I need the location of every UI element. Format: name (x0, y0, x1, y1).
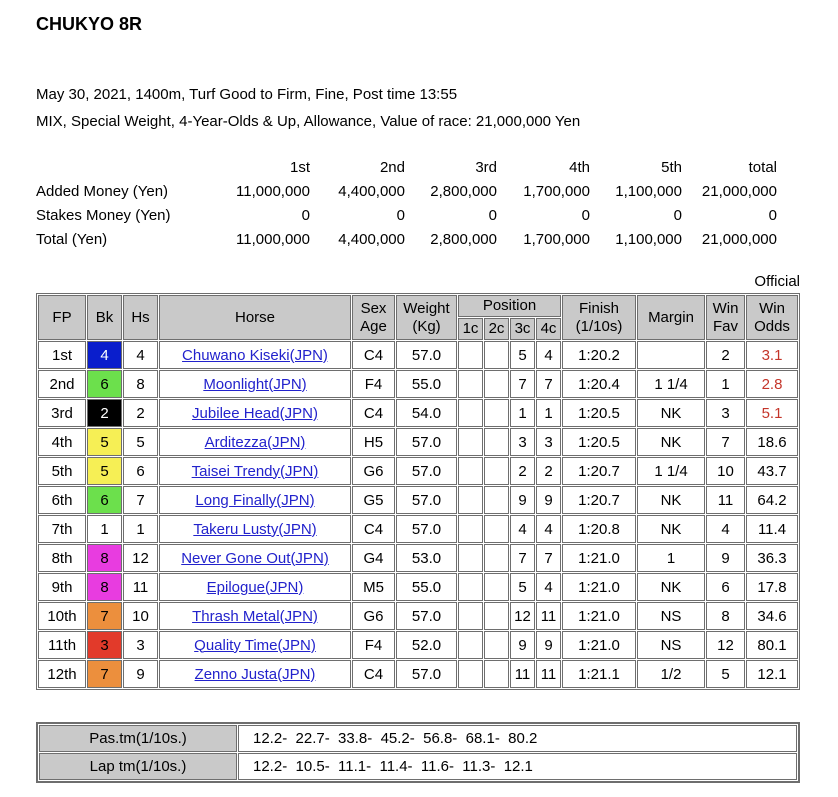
weight-cell: 57.0 (396, 457, 457, 485)
fp-cell: 11th (38, 631, 86, 659)
fp-cell: 12th (38, 660, 86, 688)
position-2c-cell (484, 341, 509, 369)
time-row-values: 12.2- 10.5- 11.1- 11.4- 11.6- 11.3- 12.1 (238, 753, 797, 780)
margin-cell (637, 341, 705, 369)
position-4c-cell: 9 (536, 486, 561, 514)
fp-cell: 6th (38, 486, 86, 514)
win-odds-cell: 36.3 (746, 544, 798, 572)
col-header-sex-age: Sex Age (352, 295, 395, 340)
result-row (38, 660, 798, 688)
horse-number-cell: 10 (123, 602, 158, 630)
finish-time-cell: 1:21.1 (562, 660, 636, 688)
horse-number-cell: 3 (123, 631, 158, 659)
result-row (38, 399, 798, 427)
position-3c-cell: 5 (510, 341, 535, 369)
position-2c-cell (484, 631, 509, 659)
sex-age-cell: C4 (352, 341, 395, 369)
position-2c-cell (484, 660, 509, 688)
horse-cell (159, 341, 351, 369)
money-value-4th: 1,700,000 (523, 182, 590, 200)
time-row (39, 753, 797, 780)
margin-cell: NK (637, 486, 705, 514)
position-1c-cell (458, 573, 483, 601)
fp-cell: 2nd (38, 370, 86, 398)
win-fav-cell: 5 (706, 660, 745, 688)
position-3c-cell: 1 (510, 399, 535, 427)
money-col-2nd: 2nd (379, 158, 405, 176)
finish-time-cell: 1:21.0 (562, 544, 636, 572)
result-header-row-1 (38, 295, 798, 317)
money-row (36, 227, 777, 251)
horse-link[interactable]: Taisei Trendy(JPN) (191, 462, 319, 480)
horse-number-cell: 9 (123, 660, 158, 688)
sex-age-cell: C4 (352, 660, 395, 688)
money-col-5th: 5th (661, 158, 682, 176)
horse-link[interactable]: Jubilee Head(JPN) (192, 404, 318, 422)
money-value-3rd: 2,800,000 (430, 182, 497, 200)
position-3c-cell: 11 (510, 660, 535, 688)
finish-time-cell: 1:20.8 (562, 515, 636, 543)
horse-number-cell: 1 (123, 515, 158, 543)
bracket-badge: 3 (87, 631, 122, 659)
horse-link[interactable]: Quality Time(JPN) (194, 636, 316, 654)
horse-number-cell: 5 (123, 428, 158, 456)
race-conditions-line1: May 30, 2021, 1400m, Turf Good to Firm, Fine, Post time 13:55 (36, 86, 458, 103)
horse-link[interactable]: Zenno Justa(JPN) (194, 665, 316, 683)
win-fav-cell: 12 (706, 631, 745, 659)
weight-cell: 57.0 (396, 341, 457, 369)
finish-time-cell: 1:20.5 (562, 428, 636, 456)
position-3c-cell: 7 (510, 544, 535, 572)
money-col-1st: 1st (289, 158, 310, 176)
money-col-total: total (748, 158, 777, 176)
margin-cell: 1 1/4 (637, 457, 705, 485)
horse-number-cell: 8 (123, 370, 158, 398)
win-odds-cell: 2.8 (746, 370, 798, 398)
margin-cell: NS (637, 602, 705, 630)
bracket-badge: 8 (87, 544, 122, 572)
win-odds-cell: 34.6 (746, 602, 798, 630)
weight-cell: 57.0 (396, 515, 457, 543)
position-3c-cell: 9 (510, 631, 535, 659)
win-odds-cell: 12.1 (746, 660, 798, 688)
col-header-horse-number: Hs (123, 295, 158, 340)
position-3c-cell: 7 (510, 370, 535, 398)
horse-cell (159, 602, 351, 630)
win-fav-cell: 6 (706, 573, 745, 601)
sex-age-cell: C4 (352, 399, 395, 427)
col-header-position: Position (458, 295, 561, 317)
money-value-1st: 11,000,000 (236, 230, 310, 248)
position-3c-cell: 12 (510, 602, 535, 630)
bracket-badge: 1 (87, 515, 122, 543)
time-row-values: 12.2- 22.7- 33.8- 45.2- 56.8- 68.1- 80.2 (238, 725, 797, 752)
horse-cell (159, 399, 351, 427)
win-odds-cell: 18.6 (746, 428, 798, 456)
finish-time-cell: 1:21.0 (562, 631, 636, 659)
position-4c-cell: 2 (536, 457, 561, 485)
money-value-5th: 1,100,000 (615, 230, 682, 248)
bracket-badge: 7 (87, 602, 122, 630)
bracket-badge: 6 (87, 370, 122, 398)
col-header-win-odds: Win Odds (746, 295, 798, 340)
col-header-fp: FP (38, 295, 86, 340)
horse-link[interactable]: Arditezza(JPN) (204, 433, 306, 451)
money-row-label: Added Money (Yen) (36, 182, 169, 200)
sex-age-cell: G6 (352, 602, 395, 630)
weight-cell: 57.0 (396, 660, 457, 688)
weight-cell: 55.0 (396, 573, 457, 601)
sex-age-cell: G5 (352, 486, 395, 514)
bracket-badge: 5 (87, 428, 122, 456)
position-4c-cell: 4 (536, 573, 561, 601)
bracket-badge: 8 (87, 573, 122, 601)
money-value-2nd: 0 (396, 206, 405, 224)
margin-cell: NK (637, 515, 705, 543)
race-info (36, 81, 802, 135)
margin-cell: 1 1/4 (637, 370, 705, 398)
horse-cell (159, 631, 351, 659)
win-odds-cell: 43.7 (746, 457, 798, 485)
fp-cell: 1st (38, 341, 86, 369)
sex-age-cell: F4 (352, 631, 395, 659)
col-header-bracket: Bk (87, 295, 122, 340)
horse-cell (159, 457, 351, 485)
horse-link[interactable]: Long Finally(JPN) (195, 491, 315, 509)
col-header-4c: 4c (536, 318, 561, 340)
horse-number-cell: 2 (123, 399, 158, 427)
horse-number-cell: 12 (123, 544, 158, 572)
fp-cell: 9th (38, 573, 86, 601)
money-col-4th: 4th (569, 158, 590, 176)
col-header-weight: Weight (Kg) (396, 295, 457, 340)
result-row (38, 602, 798, 630)
result-row (38, 631, 798, 659)
position-2c-cell (484, 573, 509, 601)
position-4c-cell: 4 (536, 515, 561, 543)
position-1c-cell (458, 660, 483, 688)
position-1c-cell (458, 515, 483, 543)
win-fav-cell: 3 (706, 399, 745, 427)
margin-cell: NK (637, 428, 705, 456)
result-row (38, 515, 798, 543)
position-3c-cell: 4 (510, 515, 535, 543)
horse-link[interactable]: Epilogue(JPN) (206, 578, 304, 596)
prize-money-table (36, 155, 777, 251)
position-3c-cell: 3 (510, 428, 535, 456)
money-value-4th: 0 (581, 206, 590, 224)
position-2c-cell (484, 399, 509, 427)
position-1c-cell (458, 602, 483, 630)
position-3c-cell: 5 (510, 573, 535, 601)
horse-cell (159, 515, 351, 543)
money-value-total: 21,000,000 (701, 182, 777, 200)
official-label: Official (754, 273, 800, 290)
sex-age-cell: G6 (352, 457, 395, 485)
horse-cell (159, 428, 351, 456)
weight-cell: 52.0 (396, 631, 457, 659)
bracket-badge: 7 (87, 660, 122, 688)
col-header-horse: Horse (159, 295, 351, 340)
fp-cell: 8th (38, 544, 86, 572)
money-value-3rd: 0 (488, 206, 497, 224)
bracket-badge: 4 (87, 341, 122, 369)
money-value-1st: 0 (301, 206, 310, 224)
win-odds-cell: 80.1 (746, 631, 798, 659)
margin-cell: NK (637, 573, 705, 601)
weight-cell: 54.0 (396, 399, 457, 427)
col-header-1c: 1c (458, 318, 483, 340)
horse-number-cell: 4 (123, 341, 158, 369)
bracket-badge: 5 (87, 457, 122, 485)
position-1c-cell (458, 631, 483, 659)
money-row (36, 203, 777, 227)
weight-cell: 57.0 (396, 602, 457, 630)
money-value-total: 21,000,000 (701, 230, 777, 248)
sex-age-cell: C4 (352, 515, 395, 543)
money-header-row (36, 155, 777, 179)
win-fav-cell: 8 (706, 602, 745, 630)
margin-cell: 1 (637, 544, 705, 572)
money-row-label: Total (Yen) (36, 230, 108, 248)
position-4c-cell: 11 (536, 660, 561, 688)
fp-cell: 10th (38, 602, 86, 630)
finish-time-cell: 1:20.2 (562, 341, 636, 369)
finish-time-cell: 1:20.7 (562, 457, 636, 485)
horse-cell (159, 573, 351, 601)
win-fav-cell: 10 (706, 457, 745, 485)
time-row-label: Pas.tm(1/10s.) (39, 725, 237, 752)
position-4c-cell: 7 (536, 544, 561, 572)
result-row (38, 573, 798, 601)
horse-link[interactable]: Moonlight(JPN) (203, 375, 307, 393)
time-row (39, 725, 797, 752)
position-1c-cell (458, 486, 483, 514)
result-row (38, 486, 798, 514)
horse-cell (159, 486, 351, 514)
money-value-5th: 1,100,000 (615, 182, 682, 200)
win-fav-cell: 7 (706, 428, 745, 456)
sex-age-cell: M5 (352, 573, 395, 601)
money-col-3rd: 3rd (475, 158, 497, 176)
position-1c-cell (458, 544, 483, 572)
position-4c-cell: 1 (536, 399, 561, 427)
position-2c-cell (484, 544, 509, 572)
position-3c-cell: 9 (510, 486, 535, 514)
win-fav-cell: 2 (706, 341, 745, 369)
fp-cell: 3rd (38, 399, 86, 427)
money-value-1st: 11,000,000 (236, 182, 310, 200)
fp-cell: 5th (38, 457, 86, 485)
position-2c-cell (484, 457, 509, 485)
fp-cell: 4th (38, 428, 86, 456)
weight-cell: 57.0 (396, 428, 457, 456)
finish-time-cell: 1:21.0 (562, 573, 636, 601)
col-header-win-fav: Win Fav (706, 295, 745, 340)
win-odds-cell: 11.4 (746, 515, 798, 543)
result-row (38, 428, 798, 456)
win-fav-cell: 1 (706, 370, 745, 398)
position-2c-cell (484, 602, 509, 630)
margin-cell: NK (637, 399, 705, 427)
weight-cell: 55.0 (396, 370, 457, 398)
horse-number-cell: 6 (123, 457, 158, 485)
horse-cell (159, 544, 351, 572)
position-4c-cell: 11 (536, 602, 561, 630)
result-row (38, 341, 798, 369)
position-2c-cell (484, 486, 509, 514)
result-row (38, 544, 798, 572)
money-row-label: Stakes Money (Yen) (36, 206, 171, 224)
col-header-2c: 2c (484, 318, 509, 340)
bracket-badge: 6 (87, 486, 122, 514)
position-3c-cell: 2 (510, 457, 535, 485)
result-row (38, 457, 798, 485)
win-odds-cell: 64.2 (746, 486, 798, 514)
win-fav-cell: 11 (706, 486, 745, 514)
horse-link[interactable]: Never Gone Out(JPN) (181, 549, 329, 567)
win-fav-cell: 4 (706, 515, 745, 543)
position-4c-cell: 9 (536, 631, 561, 659)
race-result-table (36, 293, 800, 690)
money-value-5th: 0 (673, 206, 682, 224)
position-1c-cell (458, 399, 483, 427)
money-row (36, 179, 777, 203)
position-2c-cell (484, 515, 509, 543)
sex-age-cell: H5 (352, 428, 395, 456)
finish-time-cell: 1:20.4 (562, 370, 636, 398)
win-odds-cell: 3.1 (746, 341, 798, 369)
col-header-margin: Margin (637, 295, 705, 340)
finish-time-cell: 1:20.5 (562, 399, 636, 427)
money-value-2nd: 4,400,000 (338, 230, 405, 248)
position-2c-cell (484, 370, 509, 398)
money-value-2nd: 4,400,000 (338, 182, 405, 200)
position-1c-cell (458, 457, 483, 485)
race-title: CHUKYO 8R (36, 14, 143, 34)
win-odds-cell: 17.8 (746, 573, 798, 601)
weight-cell: 57.0 (396, 486, 457, 514)
win-fav-cell: 9 (706, 544, 745, 572)
money-value-3rd: 2,800,000 (430, 230, 497, 248)
money-value-4th: 1,700,000 (523, 230, 590, 248)
money-header-spacer (36, 155, 212, 179)
margin-cell: 1/2 (637, 660, 705, 688)
position-1c-cell (458, 341, 483, 369)
finish-time-cell: 1:21.0 (562, 602, 636, 630)
horse-cell (159, 370, 351, 398)
position-4c-cell: 4 (536, 341, 561, 369)
margin-cell: NS (637, 631, 705, 659)
horse-number-cell: 7 (123, 486, 158, 514)
col-header-3c: 3c (510, 318, 535, 340)
result-row (38, 370, 798, 398)
position-1c-cell (458, 370, 483, 398)
sex-age-cell: G4 (352, 544, 395, 572)
horse-cell (159, 660, 351, 688)
fp-cell: 7th (38, 515, 86, 543)
col-header-finish: Finish (1/10s) (562, 295, 636, 340)
sex-age-cell: F4 (352, 370, 395, 398)
race-conditions-line2: MIX, Special Weight, 4-Year-Olds & Up, Allowance, Value of race: 21,000,000 Yen (36, 113, 581, 130)
weight-cell: 53.0 (396, 544, 457, 572)
bracket-badge: 2 (87, 399, 122, 427)
position-2c-cell (484, 428, 509, 456)
horse-number-cell: 11 (123, 573, 158, 601)
finish-time-cell: 1:20.7 (562, 486, 636, 514)
lap-time-table (36, 722, 800, 783)
horse-link[interactable]: Takeru Lusty(JPN) (193, 520, 317, 538)
horse-link[interactable]: Chuwano Kiseki(JPN) (182, 346, 328, 364)
win-odds-cell: 5.1 (746, 399, 798, 427)
money-value-total: 0 (768, 206, 777, 224)
position-4c-cell: 7 (536, 370, 561, 398)
position-1c-cell (458, 428, 483, 456)
position-4c-cell: 3 (536, 428, 561, 456)
time-row-label: Lap tm(1/10s.) (39, 753, 237, 780)
horse-link[interactable]: Thrash Metal(JPN) (192, 607, 318, 625)
